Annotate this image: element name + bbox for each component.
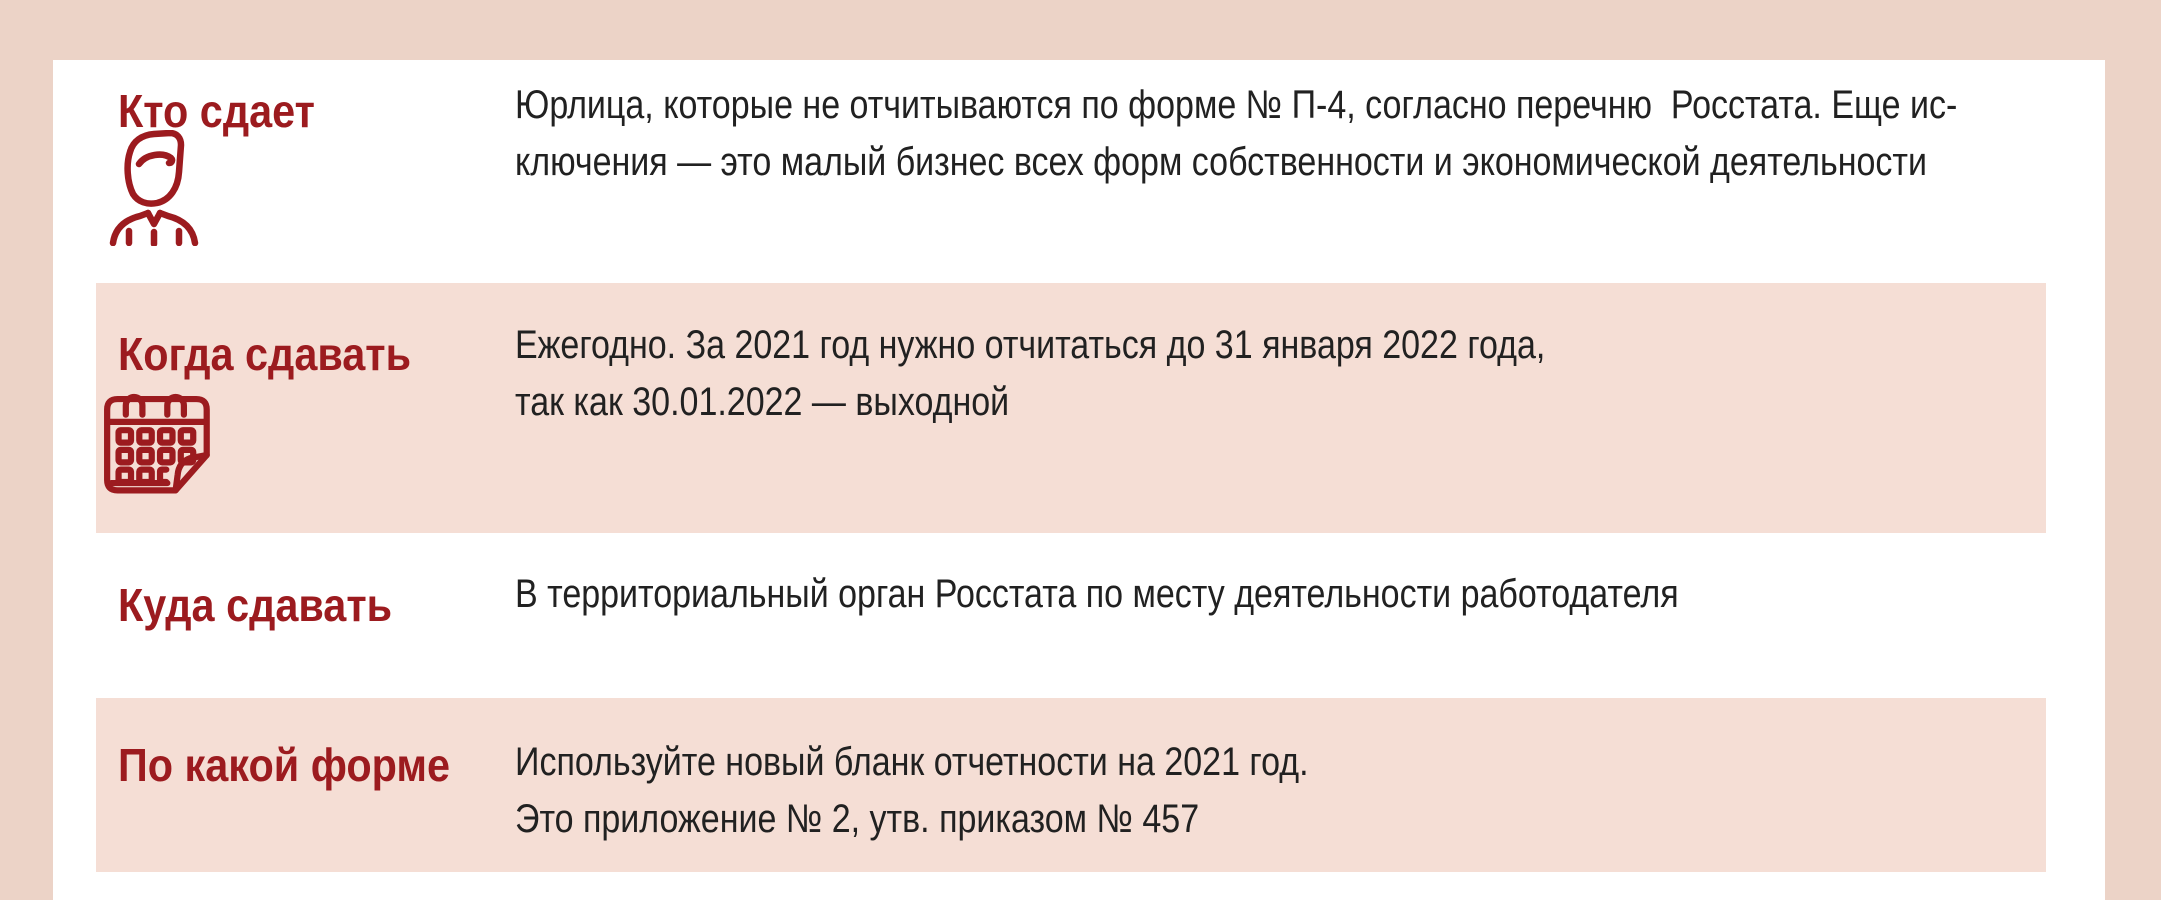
row-who-heading: Кто сдает [118,85,315,137]
text-line: так как 30.01.2022 — выходной [515,380,1010,424]
calendar-icon [103,380,215,498]
text-line: В территориальный орган Росстата по месту деятельности работодателя [515,572,1679,616]
text-line: ключения — это малый бизнес всех форм собственности и экономической деятельности [515,140,1927,184]
text-line: Ежегодно. За 2021 год нужно отчитаться до 31 января 2022 года, [515,323,1546,367]
row-where-text [515,566,1679,623]
row-form-text [515,734,1309,848]
person-icon [108,130,200,246]
summary-card [53,60,2105,900]
row-when-text [515,317,1545,431]
row-form-heading: По какой форме [118,739,451,791]
text-line: Это приложение № 2, утв. приказом № 457 [515,797,1200,841]
text-line: Используйте новый бланк отчетности на 2021 год. [515,740,1309,784]
row-when-heading: Когда сдавать [118,328,412,380]
row-who-text [515,77,1957,191]
text-line: Юрлица, которые не отчитываются по форме № П-4, согласно перечню Росстата. Еще ис- [515,83,1958,127]
row-where-heading: Куда сдавать [118,579,393,631]
